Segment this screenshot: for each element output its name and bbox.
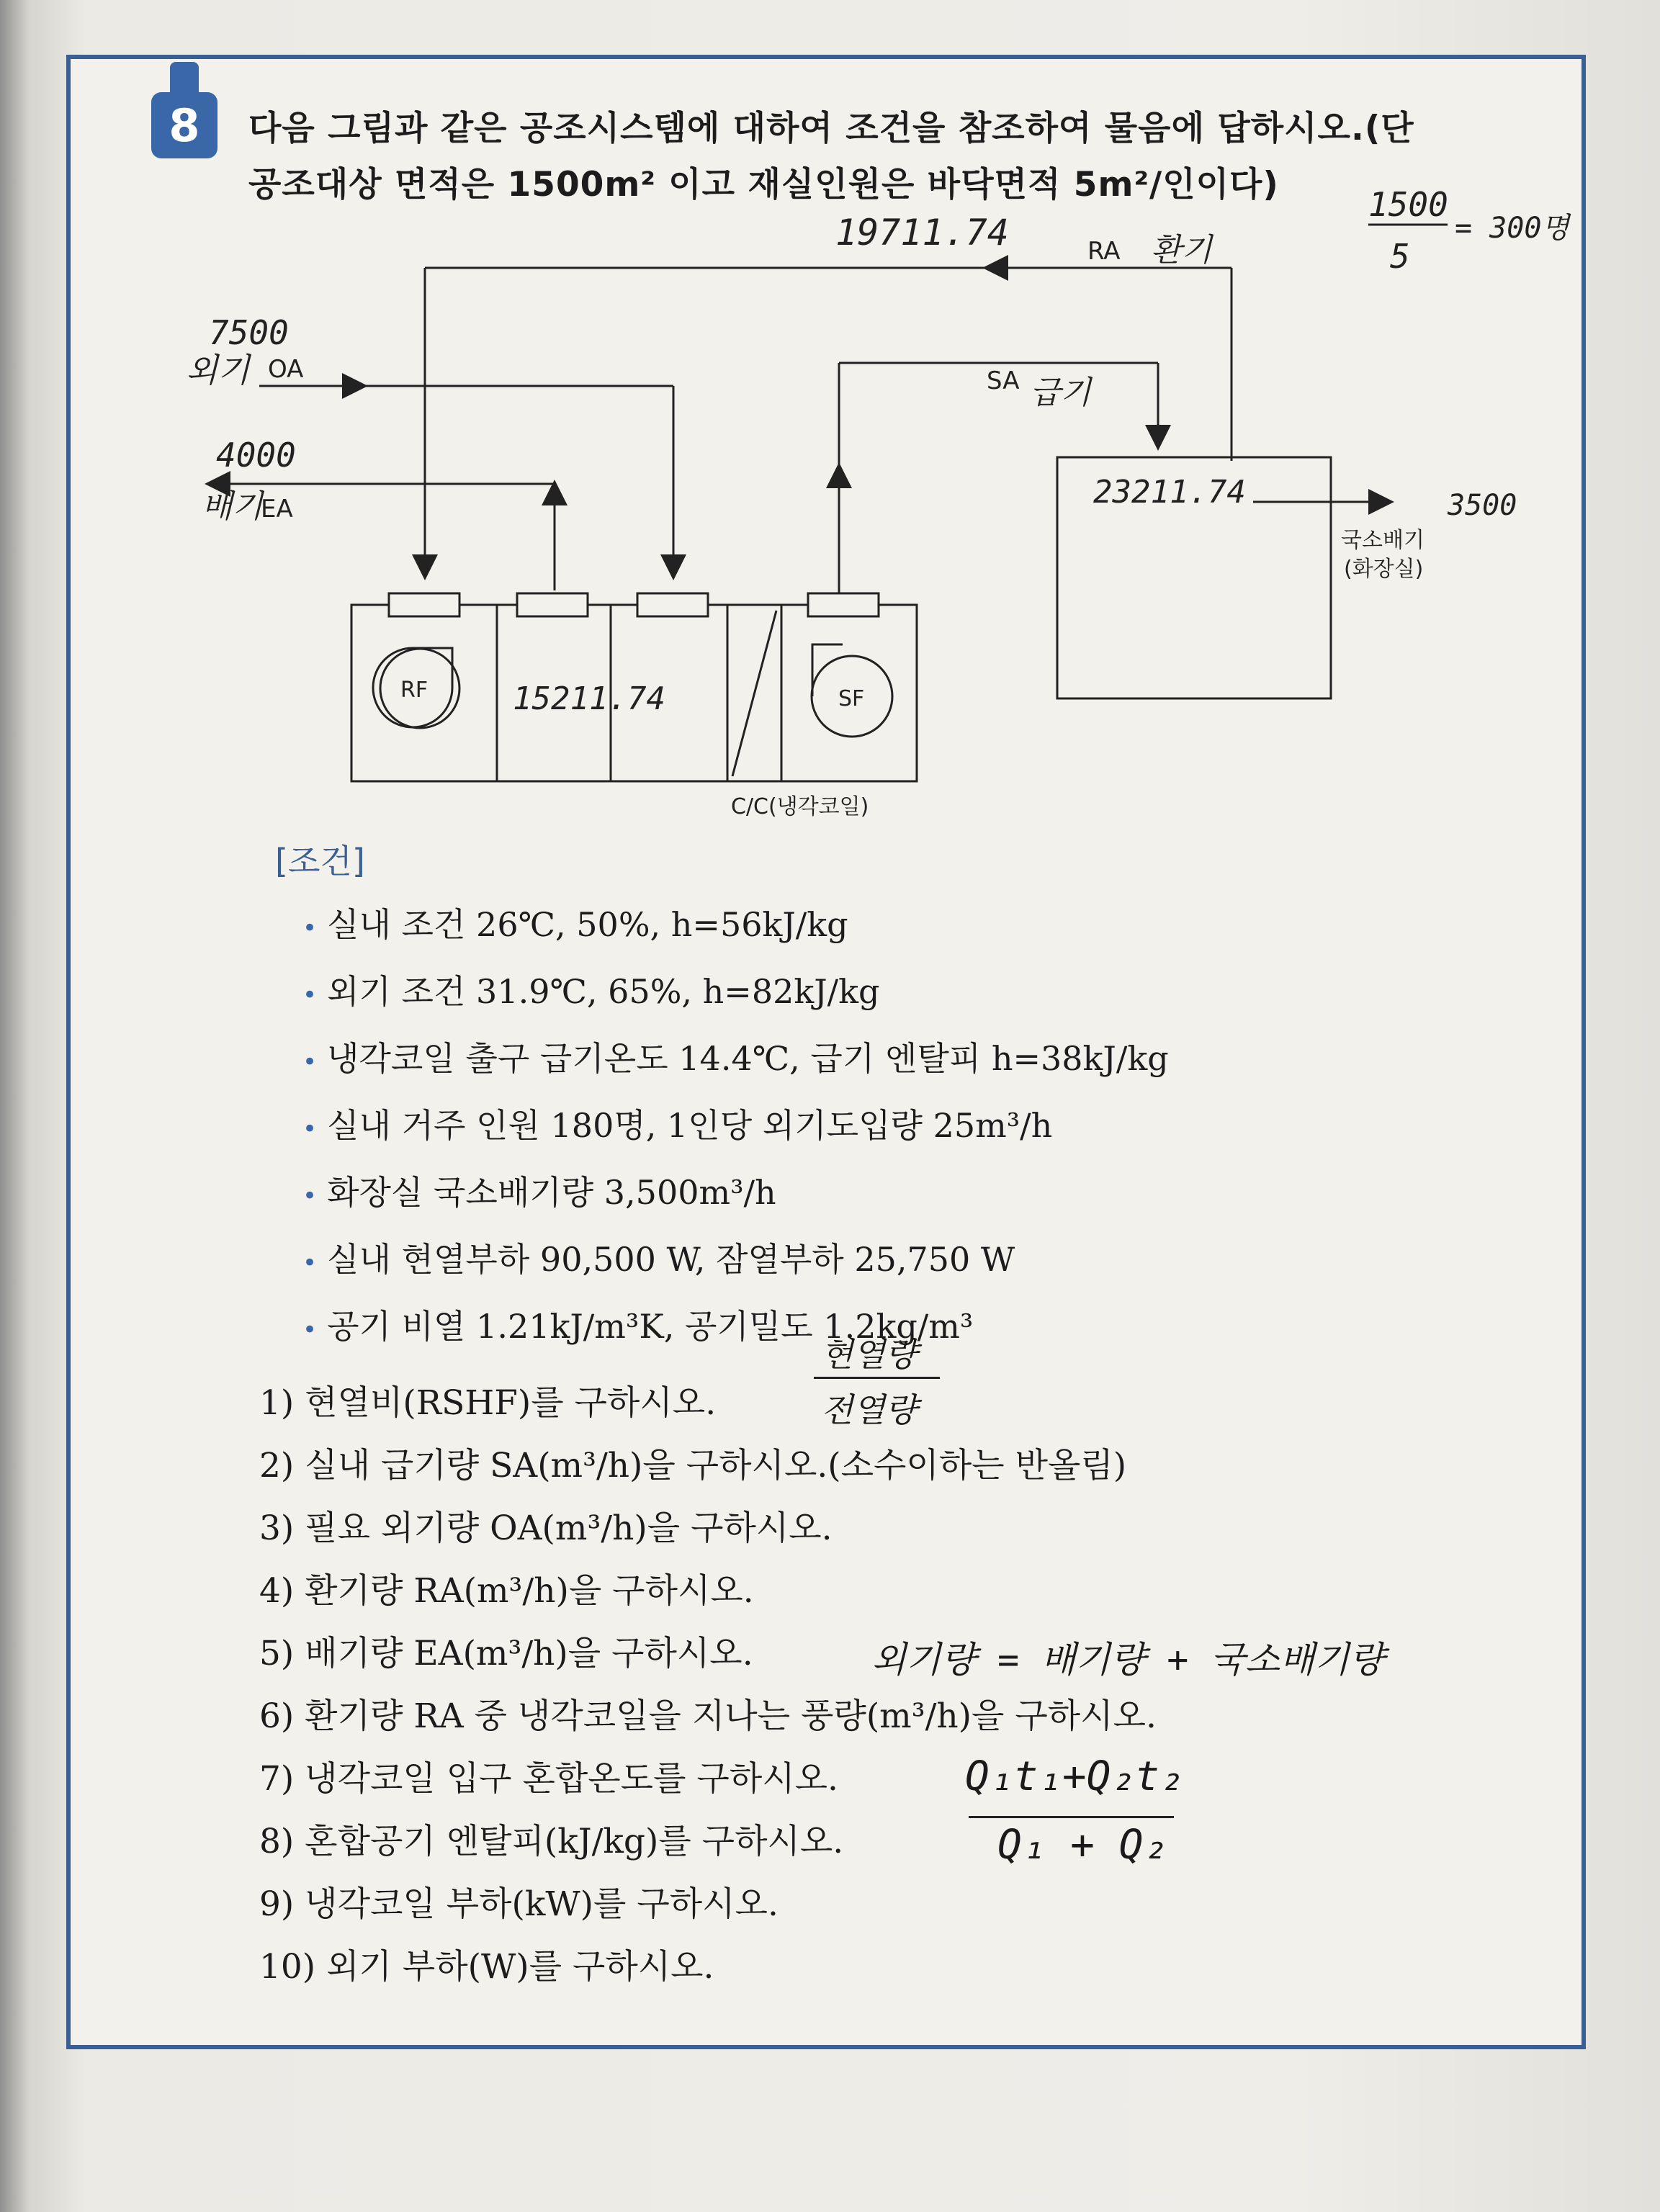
note-q7-fraction-bar (969, 1816, 1174, 1818)
cooling-coil-line (732, 611, 776, 776)
sa-handwritten: 급기 (1030, 374, 1092, 411)
side-note-numerator: 1500 (1368, 185, 1448, 224)
damper-sa (808, 593, 879, 616)
question-item: 7) 냉각코일 입구 혼합온도를 구하시오. (259, 1759, 838, 1799)
conditioned-room (1057, 457, 1517, 698)
toilet-exhaust-label: 국소배기 (1341, 528, 1425, 553)
condition-item: • 공기 비열 1.21kJ/m³K, 공기밀도 1.2kg/m³ (302, 1307, 974, 1346)
note-q1-fraction-bar (814, 1377, 940, 1379)
note-q1-numerator: 현열량 (821, 1335, 918, 1374)
question-item: 2) 실내 급기량 SA(m³/h)을 구하시오.(소수이하는 반올림) (259, 1446, 1127, 1485)
oa-handwritten: 외기 (186, 351, 250, 390)
ea-label: EA (261, 495, 293, 523)
question-item: 1) 현열비(RSHF)를 구하시오. (259, 1383, 717, 1423)
supply-fan-icon (812, 644, 892, 737)
side-note (1368, 185, 1571, 276)
damper-ra (389, 593, 459, 616)
sf-label: SF (838, 686, 865, 711)
ea-value-handwritten: 4000 (216, 436, 296, 475)
coil-label: C/C(냉각코일) (731, 794, 869, 819)
condition-item: • 실내 조건 26℃, 50%, h=56kJ/kg (302, 905, 848, 944)
question-item: 8) 혼합공기 엔탈피(kJ/kg)를 구하시오. (259, 1822, 844, 1861)
toilet-value-handwritten: 3500 (1448, 489, 1517, 522)
toilet-exhaust-sublabel: (화장실) (1344, 557, 1424, 582)
question-item: 5) 배기량 EA(m³/h)을 구하시오. (259, 1634, 753, 1673)
rf-label: RF (400, 678, 429, 703)
question-item: 3) 필요 외기량 OA(m³/h)을 구하시오. (259, 1509, 833, 1548)
room-value-handwritten: 23211.74 (1093, 474, 1246, 511)
condition-item: • 실내 거주 인원 180명, 1인당 외기도입량 25m³/h (302, 1106, 1053, 1145)
side-note-denominator: 5 (1390, 237, 1410, 276)
damper-ea (517, 593, 588, 616)
ra-value-handwritten: 19711.74 (835, 212, 1009, 253)
note-q5: 외기량 = 배기량 + 국소배기량 (871, 1639, 1384, 1681)
hvac-diagram (0, 0, 1660, 835)
questions-list (259, 1372, 1157, 1998)
damper-oa (637, 593, 708, 616)
return-air-duct (425, 212, 1231, 576)
oa-label: OA (268, 355, 304, 384)
ra-label: RA (1087, 237, 1121, 266)
ea-handwritten: 배기 (202, 488, 264, 525)
conditions-list (302, 893, 1169, 1362)
note-q7-denominator: Q₁ + Q₂ (997, 1822, 1168, 1869)
mix-value-handwritten: 15211.74 (513, 680, 665, 717)
sa-label: SA (987, 367, 1020, 395)
question-item: 10) 외기 부하(W)를 구하시오. (259, 1947, 714, 1987)
problem-title-line1: 다음 그림과 같은 공조시스템에 대하여 조건을 참조하여 물음에 답하시오.(단 (248, 109, 1414, 148)
condition-item: • 화장실 국소배기량 3,500m³/h (302, 1173, 776, 1212)
air-handling-unit (351, 593, 917, 819)
condition-item: • 냉각코일 출구 급기온도 14.4℃, 급기 엔탈피 h=38kJ/kg (302, 1039, 1169, 1078)
condition-item: • 실내 현열부하 90,500 W, 잠열부하 25,750 W (302, 1240, 1015, 1279)
question-item: 9) 냉각코일 부하(kW)를 구하시오. (259, 1884, 779, 1924)
oa-value-handwritten: 7500 (209, 313, 289, 352)
question-item: 4) 환기량 RA(m³/h)을 구하시오. (259, 1571, 754, 1611)
exhaust-air-outlet (202, 436, 555, 590)
side-note-result: = 300명 (1455, 212, 1570, 245)
note-q7-numerator: Q₁t₁+Q₂t₂ (965, 1753, 1184, 1800)
problem-title-line2: 공조대상 면적은 1500m² 이고 재실인원은 바닥면적 5m²/인이다) (248, 165, 1279, 204)
problem-number-badge: 8 (151, 92, 217, 158)
ra-handwritten: 환기 (1151, 232, 1213, 269)
conditions-heading: [조건] (275, 842, 365, 881)
question-item: 6) 환기량 RA 중 냉각코일을 지나는 풍량(m³/h)을 구하시오. (259, 1696, 1157, 1736)
note-q1-denominator: 전열량 (821, 1390, 918, 1429)
condition-item: • 외기 조건 31.9℃, 65%, h=82kJ/kg (302, 972, 880, 1011)
return-fan-icon (373, 648, 459, 728)
